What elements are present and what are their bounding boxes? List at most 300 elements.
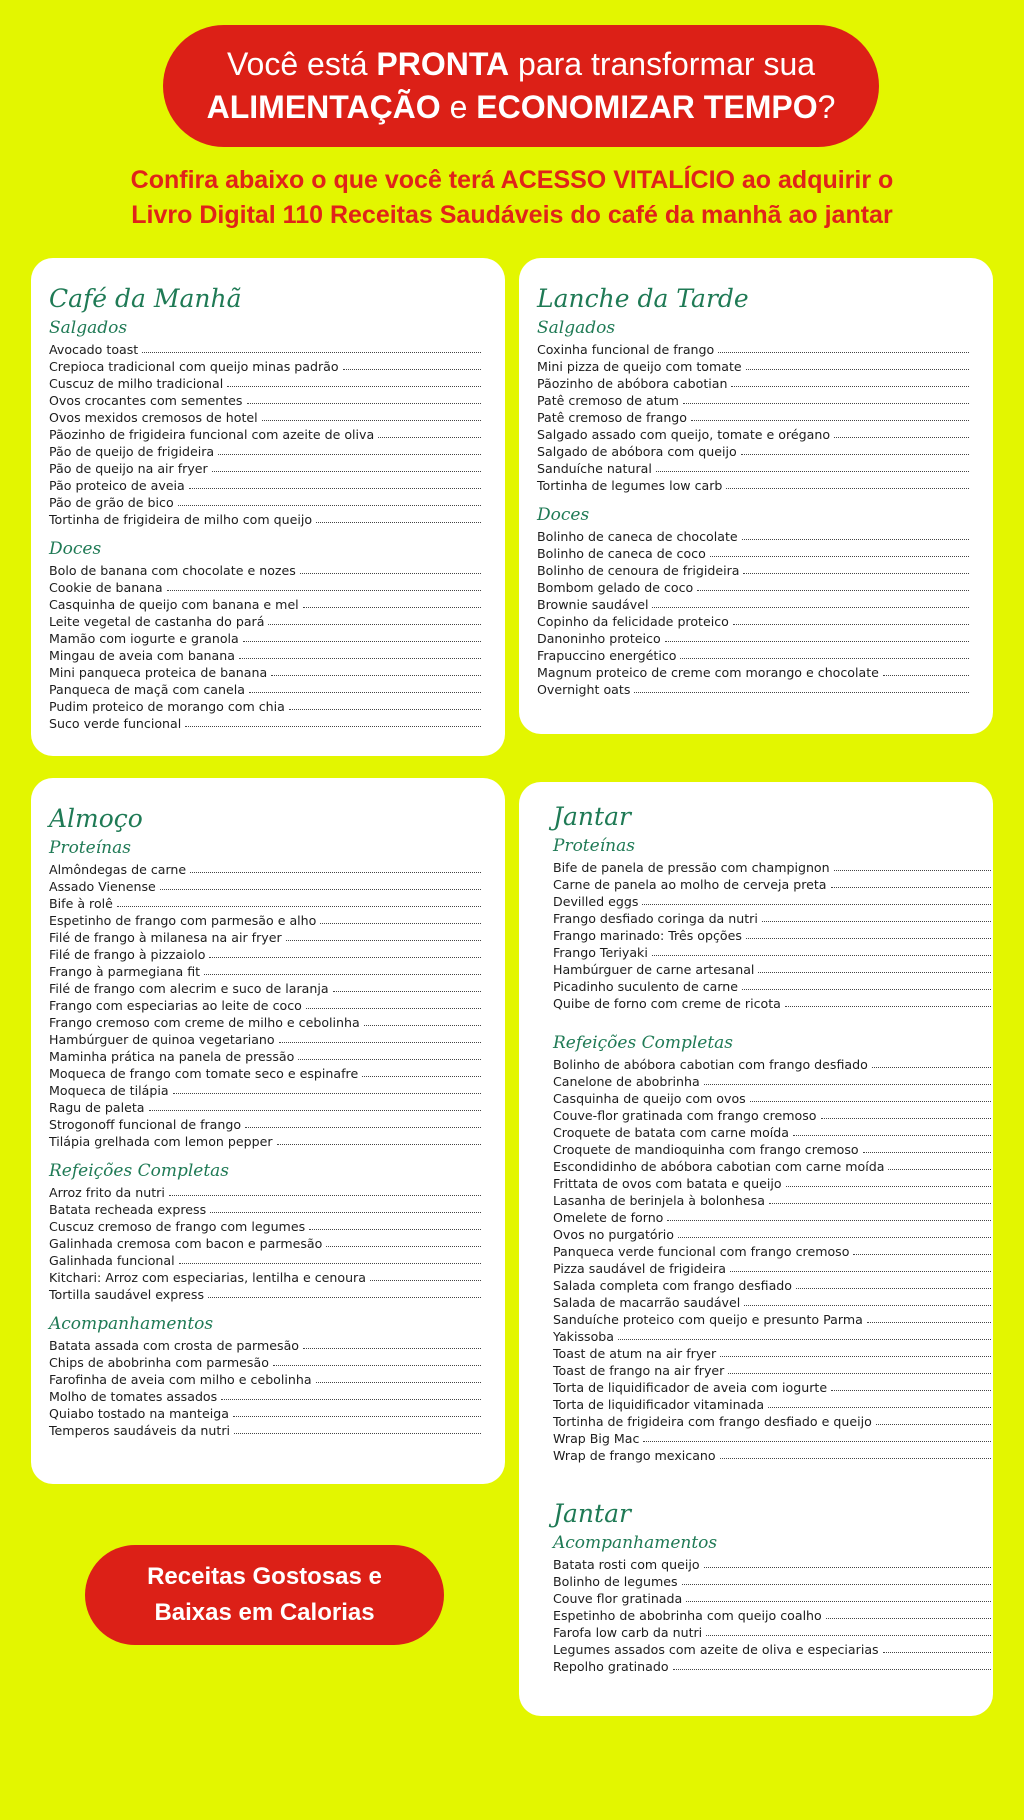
recipe-item: [553, 1606, 993, 1623]
recipe-name: Cuscuz de milho tradicional: [49, 376, 224, 391]
dot-leader: [741, 454, 969, 455]
recipe-name: Ovos no purgatório: [553, 1227, 674, 1242]
recipe-item: [553, 1623, 993, 1640]
recipe-name: Batata recheada express: [49, 1202, 207, 1217]
recipe-name: Salgado assado com queijo, tomate e orégano: [537, 427, 831, 442]
recipe-name: Quiabo tostado na manteiga: [49, 1406, 229, 1421]
section-heading-acompanhamentos: Acompanhamentos: [553, 1533, 718, 1553]
recipe-name: Devilled eggs: [553, 894, 639, 909]
recipe-item: [537, 595, 971, 612]
dot-leader: [185, 726, 481, 727]
recipe-name: Hambúrguer de carne artesanal: [553, 962, 755, 977]
recipe-name: Tortilla saudável express: [49, 1287, 205, 1302]
card-jantar: [519, 782, 993, 1716]
recipe-item: [537, 527, 971, 544]
dot-leader: [834, 437, 969, 438]
recipe-name: Casquinha de queijo com ovos: [553, 1091, 746, 1106]
recipe-item: [49, 697, 483, 714]
recipe-item: [553, 892, 993, 909]
recipe-name: Omelete de forno: [553, 1210, 664, 1225]
dot-leader: [268, 624, 481, 625]
dot-leader: [234, 1433, 481, 1434]
recipe-item: [49, 561, 483, 578]
recipe-name: Croquete de mandioquinha com frango cremoso: [553, 1142, 859, 1157]
recipe-name: Torta de liquidificador de aveia com iogurte: [553, 1380, 828, 1395]
recipe-name: Mamão com iogurte e granola: [49, 631, 239, 646]
recipe-item: [537, 646, 971, 663]
recipe-name: Espetinho de frango com parmesão e alho: [49, 913, 317, 928]
section-heading-salgados: Salgados: [537, 318, 616, 338]
recipe-item: [49, 1353, 483, 1370]
recipe-item: [49, 663, 483, 680]
recipe-item: [537, 340, 971, 357]
dot-leader: [834, 870, 991, 871]
recipe-name: Frango cremoso com creme de milho e cebolinha: [49, 1015, 360, 1030]
recipe-name: Sanduíche natural: [537, 461, 652, 476]
recipe-item: [49, 578, 483, 595]
recipe-item: [553, 1555, 993, 1572]
recipe-item: [49, 391, 483, 408]
recipe-list: [537, 340, 971, 493]
recipe-list: [49, 561, 483, 731]
recipe-item: [49, 374, 483, 391]
recipe-item: [49, 493, 483, 510]
recipe-item: [553, 1344, 993, 1361]
recipe-name: Cuscuz cremoso de frango com legumes: [49, 1219, 306, 1234]
dot-leader: [378, 437, 481, 438]
recipe-item: [553, 875, 993, 892]
recipe-name: Bolinho de abóbora cabotian com frango desfiado: [553, 1057, 868, 1072]
dot-leader: [262, 420, 481, 421]
recipe-name: Couve-flor gratinada com frango cremoso: [553, 1108, 817, 1123]
recipe-name: Panqueca de maçã com canela: [49, 682, 245, 697]
recipe-item: [49, 979, 483, 996]
dot-leader: [656, 471, 969, 472]
recipe-name: Legumes assados com azeite de oliva e especiarias: [553, 1642, 879, 1657]
dot-leader: [704, 1567, 991, 1568]
recipe-list: [49, 340, 483, 527]
dot-leader: [271, 675, 481, 676]
recipe-item: [553, 858, 993, 875]
recipe-name: Bolinho de legumes: [553, 1574, 678, 1589]
dot-leader: [277, 1144, 481, 1145]
dot-leader: [289, 709, 481, 710]
recipe-item: [553, 1242, 993, 1259]
recipe-name: Crepioca tradicional com queijo minas padrão: [49, 359, 339, 374]
recipe-item: [49, 1387, 483, 1404]
recipe-name: Kitchari: Arroz com especiarias, lentilha e cenoura: [49, 1270, 366, 1285]
recipe-item: [553, 1140, 993, 1157]
recipe-item: [49, 629, 483, 646]
recipe-name: Temperos saudáveis da nutri: [49, 1423, 231, 1438]
dot-leader: [831, 1390, 991, 1391]
dot-leader: [726, 488, 969, 489]
dot-leader: [821, 1118, 991, 1119]
recipe-name: Molho de tomates assados: [49, 1389, 218, 1404]
recipe-name: Pão de queijo na air fryer: [49, 461, 208, 476]
recipe-item: [537, 425, 971, 442]
recipe-item: [553, 1589, 993, 1606]
recipe-item: [49, 442, 483, 459]
recipe-name: Bombom gelado de coco: [537, 580, 694, 595]
dot-leader: [142, 352, 481, 353]
recipe-name: Farofinha de aveia com milho e cebolinha: [49, 1372, 312, 1387]
dot-leader: [249, 692, 481, 693]
recipe-name: Salada de macarrão saudável: [553, 1295, 741, 1310]
dot-leader: [673, 1669, 991, 1670]
recipe-name: Frango desfiado coringa da nutri: [553, 911, 758, 926]
recipe-item: [537, 374, 971, 391]
dot-leader: [167, 590, 481, 591]
dot-leader: [786, 1186, 991, 1187]
recipe-item: [553, 1640, 993, 1657]
recipe-name: Danoninho proteico: [537, 631, 661, 646]
subheadline: Confira abaixo o que você terá ACESSO VITALÍCIO ao adquirir o Livro Digital 110 Receitas Saudáveis do café da manhã ao jantar: [130, 166, 894, 229]
dot-leader: [370, 1280, 481, 1281]
recipe-list: [49, 1183, 483, 1302]
recipe-name: Bife de panela de pressão com champignon: [553, 860, 830, 875]
card-title: Almoço: [49, 804, 143, 833]
dot-leader: [867, 1322, 991, 1323]
recipe-name: Maminha prática na panela de pressão: [49, 1049, 295, 1064]
dot-leader: [245, 1127, 481, 1128]
recipe-name: Panqueca verde funcional com frango cremoso: [553, 1244, 850, 1259]
dot-leader: [742, 539, 969, 540]
dot-leader: [300, 573, 481, 574]
recipe-item: [537, 680, 971, 697]
recipe-name: Sanduíche proteico com queijo e presunto Parma: [553, 1312, 863, 1327]
dot-leader: [743, 573, 969, 574]
recipe-item: [553, 977, 993, 994]
recipe-item: [49, 510, 483, 527]
dot-leader: [343, 369, 481, 370]
recipe-name: Repolho gratinado: [553, 1659, 669, 1674]
recipe-name: Strogonoff funcional de frango: [49, 1117, 242, 1132]
recipe-item: [49, 1183, 483, 1200]
dot-leader: [831, 887, 991, 888]
recipe-item: [49, 996, 483, 1013]
recipe-item: [49, 1404, 483, 1421]
section-heading-salgados: Salgados: [49, 318, 128, 338]
recipe-item: [553, 1276, 993, 1293]
dot-leader: [326, 1246, 481, 1247]
recipe-item: [49, 1098, 483, 1115]
recipe-item: [553, 994, 993, 1011]
recipe-item: [553, 1072, 993, 1089]
recipe-name: Torta de liquidificador vitaminada: [553, 1397, 765, 1412]
dot-leader: [730, 1271, 991, 1272]
recipe-name: Mini pizza de queijo com tomate: [537, 359, 742, 374]
recipe-item: [537, 578, 971, 595]
recipe-name: Assado Vienense: [49, 879, 156, 894]
dot-leader: [680, 658, 969, 659]
recipe-item: [537, 408, 971, 425]
section-heading-doces: Doces: [49, 539, 102, 559]
card-almoco: [31, 778, 505, 1484]
dot-leader: [218, 454, 481, 455]
dot-leader: [149, 1110, 481, 1111]
recipe-name: Filé de frango com alecrim e suco de laranja: [49, 981, 329, 996]
card-title: Café da Manhã: [49, 284, 242, 313]
recipe-name: Mini panqueca proteica de banana: [49, 665, 268, 680]
recipe-item: [537, 663, 971, 680]
dot-leader: [306, 1008, 481, 1009]
recipe-name: Batata assada com crosta de parmesão: [49, 1338, 300, 1353]
headline-line-1: Você está PRONTA para transformar sua: [226, 46, 816, 82]
recipe-name: Pudim proteico de morango com chia: [49, 699, 285, 714]
recipe-item: [49, 1081, 483, 1098]
dot-leader: [853, 1254, 991, 1255]
dot-leader: [316, 1382, 481, 1383]
recipe-name: Pãozinho de abóbora cabotian: [537, 376, 728, 391]
recipe-item: [537, 442, 971, 459]
dot-leader: [273, 1365, 481, 1366]
recipe-name: Canelone de abobrinha: [553, 1074, 700, 1089]
recipe-name: Carne de panela ao molho de cerveja preta: [553, 877, 827, 892]
recipe-item: [553, 926, 993, 943]
recipe-name: Mingau de aveia com banana: [49, 648, 235, 663]
recipe-name: Bolinho de caneca de chocolate: [537, 529, 738, 544]
recipe-name: Casquinha de queijo com banana e mel: [49, 597, 299, 612]
recipe-name: Cookie de banana: [49, 580, 163, 595]
recipe-item: [49, 714, 483, 731]
dot-leader: [643, 1441, 991, 1442]
dot-leader: [750, 1101, 991, 1102]
recipe-item: [49, 894, 483, 911]
dot-leader: [888, 1169, 991, 1170]
dot-leader: [247, 403, 482, 404]
recipe-name: Salada completa com frango desfiado: [553, 1278, 793, 1293]
recipe-item: [49, 1013, 483, 1030]
recipe-item: [49, 1285, 483, 1302]
dot-leader: [333, 991, 481, 992]
recipe-name: Chips de abobrinha com parmesão: [49, 1355, 269, 1370]
dot-leader: [179, 1263, 481, 1264]
card-title: Jantar: [553, 802, 631, 831]
dot-leader: [316, 522, 481, 523]
dot-leader: [212, 471, 481, 472]
recipe-name: Frango marinado: Três opções: [553, 928, 742, 943]
recipe-item: [49, 1217, 483, 1234]
recipe-name: Moqueca de tilápia: [49, 1083, 169, 1098]
recipe-item: [49, 1251, 483, 1268]
dot-leader: [652, 955, 991, 956]
recipe-list: [553, 1055, 993, 1463]
recipe-name: Picadinho suculento de carne: [553, 979, 739, 994]
dot-leader: [769, 1203, 991, 1204]
recipe-item: [553, 1429, 993, 1446]
dot-leader: [204, 974, 481, 975]
dot-leader: [744, 1305, 991, 1306]
recipe-item: [49, 595, 483, 612]
dot-leader: [208, 1297, 481, 1298]
recipe-name: Bolo de banana com chocolate e nozes: [49, 563, 296, 578]
recipe-item: [537, 476, 971, 493]
recipe-item: [553, 1157, 993, 1174]
recipe-name: Patê cremoso de frango: [537, 410, 688, 425]
recipe-name: Escondidinho de abóbora cabotian com carne moída: [553, 1159, 885, 1174]
recipe-item: [537, 459, 971, 476]
recipe-item: [553, 1208, 993, 1225]
recipe-name: Frango com especiarias ao leite de coco: [49, 998, 302, 1013]
recipe-name: Pizza saudável de frigideira: [553, 1261, 726, 1276]
dot-leader: [160, 889, 481, 890]
recipe-name: Salgado de abóbora com queijo: [537, 444, 737, 459]
recipe-name: Ovos mexidos cremosos de hotel: [49, 410, 258, 425]
recipe-list: [49, 860, 483, 1149]
recipe-name: Toast de frango na air fryer: [553, 1363, 725, 1378]
dot-leader: [364, 1025, 481, 1026]
recipe-name: Almôndegas de carne: [49, 862, 187, 877]
recipe-name: Magnum proteico de creme com morango e chocolate: [537, 665, 879, 680]
recipe-name: Frango Teriyaki: [553, 945, 648, 960]
dot-leader: [686, 1601, 991, 1602]
recipe-item: [49, 680, 483, 697]
recipe-item: [537, 391, 971, 408]
recipe-name: Frango à parmegiana fit: [49, 964, 201, 979]
dot-leader: [298, 1059, 481, 1060]
dot-leader: [758, 972, 991, 973]
recipe-item: [537, 612, 971, 629]
dot-leader: [618, 1339, 991, 1340]
recipe-item: [49, 962, 483, 979]
dot-leader: [683, 403, 969, 404]
recipe-item: [49, 1030, 483, 1047]
recipe-name: Farofa low carb da nutri: [553, 1625, 703, 1640]
recipe-item: [553, 1361, 993, 1378]
dot-leader: [227, 386, 481, 387]
recipe-item: [553, 1657, 993, 1674]
dot-leader: [720, 1458, 991, 1459]
recipe-item: [49, 1370, 483, 1387]
headline-line-2: ALIMENTAÇÃO e ECONOMIZAR TEMPO?: [206, 89, 836, 125]
recipe-name: Pão de grão de bico: [49, 495, 174, 510]
recipe-item: [49, 1421, 483, 1438]
recipe-name: Bife à rolê: [49, 896, 113, 911]
dot-leader: [303, 1348, 481, 1349]
dot-leader: [872, 1067, 991, 1068]
recipe-name: Frapuccino energético: [537, 648, 677, 663]
recipe-name: Ragu de paleta: [49, 1100, 145, 1115]
dot-leader: [796, 1288, 991, 1289]
recipe-list: [553, 1555, 993, 1674]
recipe-item: [49, 911, 483, 928]
recipe-name: Tortinha de legumes low carb: [537, 478, 723, 493]
recipe-item: [553, 1395, 993, 1412]
dot-leader: [303, 607, 481, 608]
recipe-item: [553, 1225, 993, 1242]
recipe-item: [49, 1234, 483, 1251]
section-heading-doces: Doces: [537, 505, 590, 525]
card-title: Jantar: [553, 1499, 631, 1528]
recipe-item: [49, 459, 483, 476]
recipe-item: [537, 629, 971, 646]
dot-leader: [733, 624, 969, 625]
recipe-name: Galinhada funcional: [49, 1253, 175, 1268]
recipe-name: Ovos crocantes com sementes: [49, 393, 243, 408]
card-lanche-da-tarde: [519, 258, 993, 734]
dot-leader: [706, 1635, 991, 1636]
recipe-item: [49, 340, 483, 357]
recipe-name: Batata rosti com queijo: [553, 1557, 700, 1572]
recipe-name: Wrap de frango mexicano: [553, 1448, 716, 1463]
recipe-name: Leite vegetal de castanha do pará: [49, 614, 265, 629]
recipe-name: Espetinho de abobrinha com queijo coalho: [553, 1608, 822, 1623]
recipe-name: Hambúrguer de quinoa vegetariano: [49, 1032, 275, 1047]
recipe-name: Suco verde funcional: [49, 716, 182, 731]
section-heading-acompanhamentos: Acompanhamentos: [49, 1314, 214, 1334]
dot-leader: [785, 1006, 991, 1007]
recipe-name: Tilápia grelhada com lemon pepper: [49, 1134, 273, 1149]
recipe-name: Coxinha funcional de frango: [537, 342, 715, 357]
dot-leader: [279, 1042, 481, 1043]
recipe-name: Copinho da felicidade proteico: [537, 614, 729, 629]
dot-leader: [117, 906, 481, 907]
recipe-item: [49, 945, 483, 962]
recipe-item: [553, 960, 993, 977]
recipe-item: [553, 1293, 993, 1310]
dot-leader: [243, 641, 481, 642]
dot-leader: [746, 938, 991, 939]
recipe-name: Quibe de forno com creme de ricota: [553, 996, 781, 1011]
recipe-list: [553, 858, 993, 1011]
dot-leader: [793, 1135, 991, 1136]
recipe-item: [553, 1123, 993, 1140]
dot-leader: [642, 904, 991, 905]
recipe-item: [537, 544, 971, 561]
dot-leader: [169, 1195, 481, 1196]
dot-leader: [746, 369, 969, 370]
recipe-name: Lasanha de berinjela à bolonhesa: [553, 1193, 765, 1208]
section-heading-proteinas: Proteínas: [553, 836, 635, 856]
recipe-item: [553, 1191, 993, 1208]
dot-leader: [728, 1373, 991, 1374]
dot-leader: [718, 352, 969, 353]
recipe-name: Frittata de ovos com batata e queijo: [553, 1176, 782, 1191]
recipe-item: [537, 357, 971, 374]
recipe-name: Galinhada cremosa com bacon e parmesão: [49, 1236, 323, 1251]
recipe-item: [49, 1336, 483, 1353]
low-calorie-badge: Receitas Gostosas e Baixas em Calorias: [85, 1545, 444, 1645]
section-heading-refeicoes-completas: Refeições Completas: [49, 1161, 230, 1181]
recipe-item: [49, 408, 483, 425]
dot-leader: [876, 1424, 991, 1425]
dot-leader: [863, 1152, 991, 1153]
recipe-name: Tortinha de frigideira com frango desfiado e queijo: [553, 1414, 872, 1429]
recipe-name: Avocado toast: [49, 342, 139, 357]
dot-leader: [178, 505, 481, 506]
dot-leader: [221, 1399, 481, 1400]
section-heading-proteinas: Proteínas: [49, 838, 131, 858]
dot-leader: [239, 658, 481, 659]
dot-leader: [320, 923, 481, 924]
dot-leader: [665, 641, 969, 642]
recipe-item: [553, 1174, 993, 1191]
recipe-item: [49, 646, 483, 663]
section-heading-refeicoes-completas: Refeições Completas: [553, 1033, 734, 1053]
recipe-name: Filé de frango à milanesa na air fryer: [49, 930, 282, 945]
recipe-name: Tortinha de frigideira de milho com queijo: [49, 512, 313, 527]
recipe-name: Patê cremoso de atum: [537, 393, 679, 408]
recipe-name: Pãozinho de frigideira funcional com azeite de oliva: [49, 427, 375, 442]
dot-leader: [731, 386, 969, 387]
dot-leader: [704, 1084, 991, 1085]
recipe-item: [553, 943, 993, 960]
recipe-item: [49, 860, 483, 877]
recipe-item: [49, 357, 483, 374]
recipe-item: [49, 1200, 483, 1217]
recipe-list: [49, 1336, 483, 1438]
